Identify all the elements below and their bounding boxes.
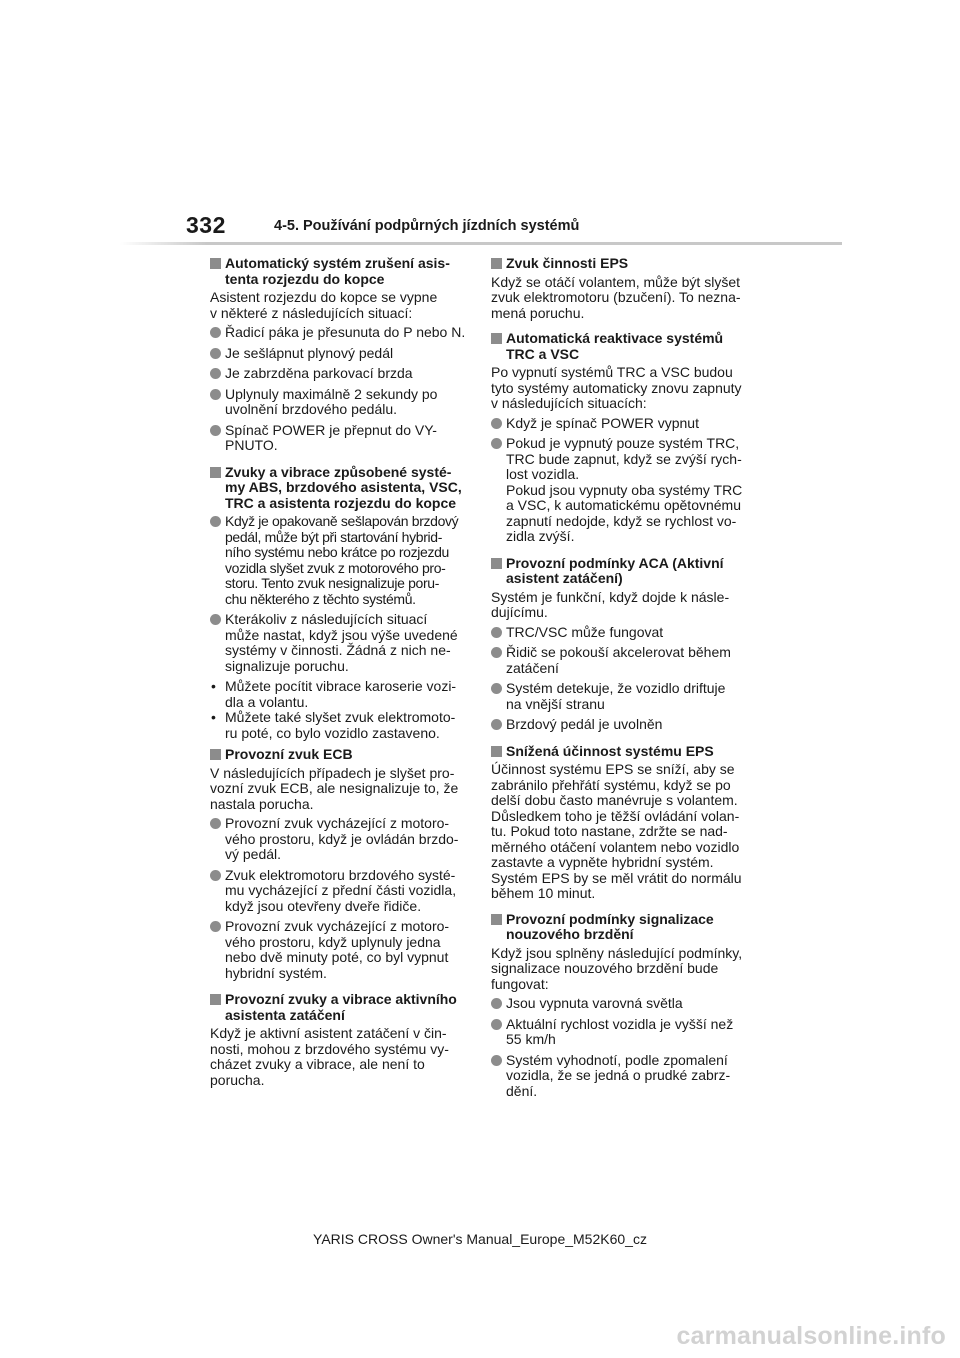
text-line: Můžete také slyšet zvuk elektromoto- — [225, 709, 456, 725]
text-line: V následujících případech je slyšet pro- — [210, 764, 455, 781]
circle-bullet-icon — [491, 1055, 502, 1066]
text-line: Po vypnutí systémů TRC a VSC budou — [491, 364, 733, 380]
text-line: Zvuky a vibrace způsobené systé- — [225, 463, 452, 480]
text-line: Když jsou splněny následující podmínky, — [491, 944, 743, 961]
square-bullet-icon — [210, 749, 221, 760]
subsection-heading — [491, 912, 749, 943]
bullet-item — [210, 387, 468, 418]
text-line: během 10 minut. — [491, 885, 596, 901]
footer-text: YARIS CROSS Owner's Manual_Europe_M52K60_cz — [313, 1231, 647, 1247]
text-line: Důsledkem toho je těžší ovládání volan- — [491, 807, 740, 824]
text-line: systémy v činnosti. Žádná z nich ne- — [225, 642, 451, 658]
text-line: lost vozidla. — [506, 466, 580, 482]
bullet-item — [210, 346, 468, 362]
text-line: vozidla, že se jedná o prudké zabrz- — [506, 1067, 731, 1083]
small-dot-icon: • — [211, 678, 216, 694]
text-line: Provozní zvuk ECB — [225, 746, 353, 762]
bullet-item — [491, 1017, 749, 1048]
bullet-item — [210, 325, 468, 341]
text-line: hybridní systém. — [225, 964, 327, 981]
circle-bullet-icon — [210, 870, 221, 881]
paragraph — [210, 1026, 468, 1088]
subsection-heading — [491, 256, 749, 272]
text-line: Systém je funkční, když dojde k násle- — [491, 588, 730, 605]
text-line: Snížená účinnost systému EPS — [506, 742, 714, 759]
circle-bullet-icon — [210, 348, 221, 359]
text-line: Systém EPS by se měl vrátit do normálu — [491, 869, 742, 886]
text-line: dla a volantu. — [225, 693, 309, 710]
paragraph — [491, 275, 749, 322]
bullet-item — [210, 816, 468, 863]
square-bullet-icon — [210, 467, 221, 478]
text-line: ru poté, co bylo vozidlo zastaveno. — [225, 724, 440, 741]
text-line: když jsou otevřeny dveře řidiče. — [225, 897, 422, 914]
text-line: v některé z následujících situací: — [210, 304, 413, 321]
text-line: Systém detekuje, že vozidlo driftuje — [506, 680, 726, 696]
text-line: chu některého z těchto systémů. — [225, 590, 416, 607]
bullet-item — [491, 681, 749, 712]
circle-bullet-icon — [210, 389, 221, 400]
circle-bullet-icon — [491, 647, 502, 658]
dot-list-item — [210, 710, 468, 741]
bullet-item — [210, 423, 468, 454]
text-line: Brzdový pedál je uvolněn — [506, 716, 663, 732]
text-line: Provozní zvuk vycházející z motoro- — [225, 918, 450, 934]
subsection-heading — [210, 992, 468, 1023]
text-line: Uplynuly maximálně 2 sekundy po — [225, 385, 438, 402]
text-line: může nastat, když jsou výše uvedené — [225, 626, 458, 643]
square-bullet-icon — [491, 258, 502, 269]
text-line: my ABS, brzdového asistenta, VSC, — [225, 479, 462, 495]
bullet-item — [210, 514, 468, 607]
text-line: delší dobu často manévruje s volantem. — [491, 792, 738, 808]
circle-bullet-icon — [491, 627, 502, 638]
text-line: mená poruchu. — [491, 304, 585, 321]
text-line: měrného otáčení volantem nebo vozidlo — [491, 838, 740, 855]
circle-bullet-icon — [491, 998, 502, 1009]
text-line: vého prostoru, když uplynuly jedna — [225, 933, 441, 950]
text-line: Když se otáčí volantem, může být slyšet — [491, 273, 740, 290]
text-line: Je sešlápnut plynový pedál — [225, 344, 394, 361]
page-number: 332 — [186, 212, 226, 238]
text-line: fungovat: — [491, 975, 549, 992]
left-column — [210, 256, 468, 1092]
text-line: Spínač POWER je přepnut do VY- — [225, 421, 437, 438]
paragraph — [491, 946, 749, 993]
square-bullet-icon — [491, 558, 502, 569]
text-line: Provozní zvuk vycházející z motoro- — [225, 815, 450, 831]
bullet-item — [210, 919, 468, 981]
text-line: Když je aktivní asistent zatáčení v čin- — [210, 1025, 447, 1041]
circle-bullet-icon — [491, 683, 502, 694]
circle-bullet-icon — [210, 368, 221, 379]
text-line: na vnější stranu — [506, 695, 605, 712]
text-line: Pokud jsou vypnuty oba systémy TRC — [506, 481, 743, 498]
text-line: Automatický systém zrušení asis- — [225, 255, 450, 271]
text-line: vozní zvuk ECB, ale nesignalizuje to, že — [210, 780, 459, 796]
text-line: asistenta zatáčení — [225, 1006, 345, 1023]
text-line: Je zabrzděna parkovací brzda — [225, 365, 413, 381]
circle-bullet-icon — [491, 418, 502, 429]
circle-bullet-icon — [210, 327, 221, 338]
text-line: signalizace nouzového brzdění bude — [491, 960, 719, 976]
text-line: nosti, mohou z brzdového systému vy- — [210, 1040, 449, 1057]
text-line: Když je spínač POWER vypnut — [506, 414, 699, 431]
text-line: tenta rozjezdu do kopce — [225, 270, 385, 287]
square-bullet-icon — [210, 258, 221, 269]
circle-bullet-icon — [210, 818, 221, 829]
text-line: cházet zvuky a vibrace, ale není to — [210, 1056, 425, 1072]
text-line: Asistent rozjezdu do kopce se vypne — [210, 289, 438, 305]
circle-bullet-icon — [210, 516, 221, 527]
text-line: Automatická reaktivace systémů — [506, 330, 724, 346]
text-line: Kterákoliv z následujících situací — [225, 611, 428, 627]
text-line: Provozní podmínky signalizace — [506, 910, 714, 927]
text-line: pedál, může být při startování hybrid- — [225, 528, 443, 545]
subsection-heading — [210, 465, 468, 512]
text-line: Zvuk elektromotoru brzdového systé- — [225, 866, 456, 883]
text-line: Zvuk činnosti EPS — [506, 255, 629, 271]
text-line: zabránilo přehřátí systému, když se po — [491, 776, 731, 793]
text-line: TRC/VSC může fungovat — [506, 623, 664, 640]
subsection-heading — [210, 747, 468, 763]
text-line: tyto systémy automaticky znovu zapnuty — [491, 379, 742, 396]
circle-bullet-icon — [210, 921, 221, 932]
circle-bullet-icon — [210, 425, 221, 436]
bullet-item — [491, 625, 749, 641]
text-line: zapnutí nedojde, když se rychlost vo- — [506, 512, 737, 529]
text-line: Můžete pocítit vibrace karoserie vozi- — [225, 678, 457, 694]
bullet-item — [491, 1053, 749, 1100]
text-line: Systém vyhodnotí, podle zpomalení — [506, 1051, 728, 1068]
text-line: dění. — [506, 1082, 538, 1099]
text-line: uvolnění brzdového pedálu. — [225, 401, 398, 417]
text-line: storu. Tento zvuk nesignalizuje poru- — [225, 575, 440, 591]
text-line: a VSC, k automatickému opětovnému — [506, 497, 742, 513]
subsection-heading — [210, 256, 468, 287]
text-line: Řidič se pokouší akcelerovat během — [506, 644, 731, 660]
text-line: v následujících situacích: — [491, 395, 647, 411]
bullet-item — [210, 366, 468, 382]
circle-bullet-icon — [491, 438, 502, 449]
small-dot-icon: • — [211, 709, 216, 725]
header-rule — [120, 242, 842, 245]
text-line: Provozní podmínky ACA (Aktivní — [506, 554, 724, 571]
subsection-heading — [491, 331, 749, 362]
text-line: nouzového brzdění — [506, 926, 634, 942]
bullet-item — [491, 436, 749, 545]
square-bullet-icon — [491, 746, 502, 757]
watermark: carmanualsonline.info — [676, 1322, 946, 1350]
bullet-item — [491, 645, 749, 676]
text-line: signalizuje poruchu. — [225, 657, 349, 674]
text-line: zvuk elektromotoru (bzučení). To nezna- — [491, 289, 741, 305]
text-line: Jsou vypnuta varovná světla — [506, 995, 683, 1011]
text-line: Účinnost systému EPS se sníží, aby se — [491, 761, 735, 777]
text-line: nebo dvě minuty poté, co byl vypnut — [225, 949, 449, 965]
subsection-heading — [491, 744, 749, 760]
text-line: zidla zvýší. — [506, 528, 575, 544]
paragraph — [491, 590, 749, 621]
circle-bullet-icon — [491, 1019, 502, 1030]
right-column — [491, 256, 749, 1104]
paragraph — [491, 365, 749, 412]
text-line: dujícímu. — [491, 604, 548, 620]
text-line: vozidla slyšet zvuk z motorového pro- — [225, 559, 446, 576]
bullet-item — [210, 868, 468, 915]
section-title: 4-5. Používání podpůrných jízdních systémů — [274, 218, 580, 234]
text-line: vý pedál. — [225, 846, 282, 862]
text-line: tu. Pokud toto nastane, zdržte se nad- — [491, 823, 728, 839]
text-line: porucha. — [210, 1071, 265, 1088]
text-line: zatáčení — [506, 659, 559, 676]
text-line: zastavte a vypněte hybridní systém. — [491, 854, 714, 870]
square-bullet-icon — [210, 994, 221, 1005]
circle-bullet-icon — [210, 614, 221, 625]
text-line: TRC a VSC — [506, 345, 580, 362]
bullet-item — [491, 717, 749, 733]
circle-bullet-icon — [491, 719, 502, 730]
text-line: TRC bude zapnut, když se zvýší rych- — [506, 450, 742, 467]
text-line: ního systému nebo krátce po rozjezdu — [225, 544, 449, 560]
paragraph — [210, 290, 468, 321]
bullet-item — [491, 416, 749, 432]
text-line: vého prostoru, když je ovládán brzdo- — [225, 830, 459, 847]
paragraph — [491, 762, 749, 902]
text-line: Aktuální rychlost vozidla je vyšší než — [506, 1015, 734, 1032]
paragraph — [210, 766, 468, 813]
text-line: Pokud je vypnutý pouze systém TRC, — [506, 435, 740, 451]
square-bullet-icon — [491, 333, 502, 344]
square-bullet-icon — [491, 914, 502, 925]
bullet-item — [210, 612, 468, 674]
text-line: mu vycházející z přední části vozidla, — [225, 882, 457, 898]
text-line: PNUTO. — [225, 437, 278, 453]
text-line: nastala porucha. — [210, 795, 314, 812]
subsection-heading — [491, 556, 749, 587]
text-line: TRC a asistenta rozjezdu do kopce — [225, 494, 457, 511]
text-line: asistent zatáčení) — [506, 570, 623, 586]
text-line: Řadicí páka je přesunuta do P nebo N. — [225, 324, 466, 340]
text-line: 55 km/h — [506, 1031, 556, 1047]
dot-list-item — [210, 679, 468, 710]
text-line: Provozní zvuky a vibrace aktivního — [225, 991, 457, 1007]
text-line: Když je opakovaně sešlapován brzdový — [225, 513, 459, 529]
bullet-item — [491, 996, 749, 1012]
